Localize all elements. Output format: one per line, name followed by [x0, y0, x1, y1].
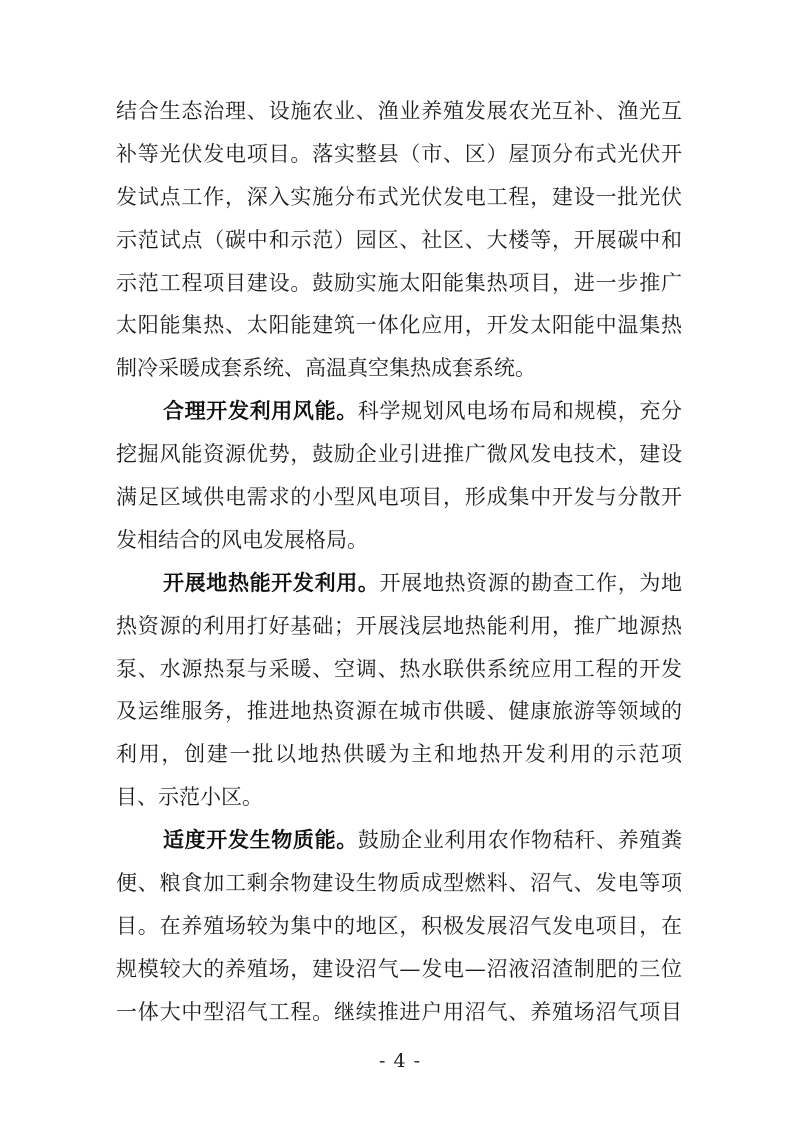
text-line: 挖掘风能资源优势，鼓励企业引进推广微风发电技术，建设	[116, 442, 682, 467]
text-line: 示范试点（碳中和示范）园区、社区、大楼等，开展碳中和	[116, 227, 682, 252]
paragraph-lead: 适度开发生物质能。	[163, 827, 358, 853]
document-body	[116, 90, 682, 1034]
text-line	[116, 562, 682, 605]
text-line: 及运维服务，推进地热资源在城市供暖、健康旅游等领域的	[116, 699, 682, 724]
text-line: 目、示范小区。	[116, 785, 263, 810]
paragraph-geothermal	[116, 562, 682, 819]
text-line: 太阳能集热、太阳能建筑一体化应用，开发太阳能中温集热	[116, 313, 682, 338]
text-line: 补等光伏发电项目。落实整县（市、区）屋顶分布式光伏开	[116, 141, 682, 166]
page-number: - 4 -	[378, 1050, 421, 1072]
text-line: 利用，创建一批以地热供暖为主和地热开发利用的示范项	[116, 742, 682, 767]
paragraph-solar	[116, 90, 682, 390]
paragraph-lead: 合理开发利用风能。	[163, 398, 358, 424]
text-line: 示范工程项目建设。鼓励实施太阳能集热项目，进一步推广	[116, 270, 682, 295]
text-line: 发试点工作，深入实施分布式光伏发电工程，建设一批光伏	[116, 184, 682, 209]
text-line: 满足区域供电需求的小型风电项目，形成集中开发与分散开	[116, 485, 682, 510]
paragraph-lead-rest: 鼓励企业利用农作物秸秆、养殖粪	[357, 828, 683, 853]
paragraph-lead-rest: 科学规划风电场布局和规模，充分	[357, 399, 683, 424]
text-line: 目。在养殖场较为集中的地区，积极发展沼气发电项目，在	[116, 913, 682, 938]
text-line: 泵、水源热泵与采暖、空调、热水联供系统应用工程的开发	[116, 656, 682, 681]
text-line: 制冷采暖成套系统、高温真空集热成套系统。	[116, 356, 536, 381]
paragraph-lead-rest: 开展地热资源的勘查工作，为地	[379, 570, 683, 595]
paragraph-lead: 开展地热能开发利用。	[163, 569, 380, 595]
text-line: 发相结合的风电发展格局。	[116, 527, 368, 552]
text-line: 便、粮食加工剩余物建设生物质成型燃料、沼气、发电等项	[116, 871, 682, 896]
text-line: 热资源的利用打好基础；开展浅层地热能利用，推广地源热	[116, 613, 682, 638]
text-line	[116, 390, 682, 433]
paragraph-wind	[116, 390, 682, 562]
text-line: 结合生态治理、设施农业、渔业养殖发展农光互补、渔光互	[116, 99, 682, 123]
text-line	[116, 819, 682, 862]
text-line: 规模较大的养殖场，建设沼气—发电—沼液沼渣制肥的三位	[116, 956, 682, 981]
text-line: 一体大中型沼气工程。继续推进户用沼气、养殖场沼气项目	[116, 999, 682, 1024]
paragraph-biomass	[116, 819, 682, 1033]
